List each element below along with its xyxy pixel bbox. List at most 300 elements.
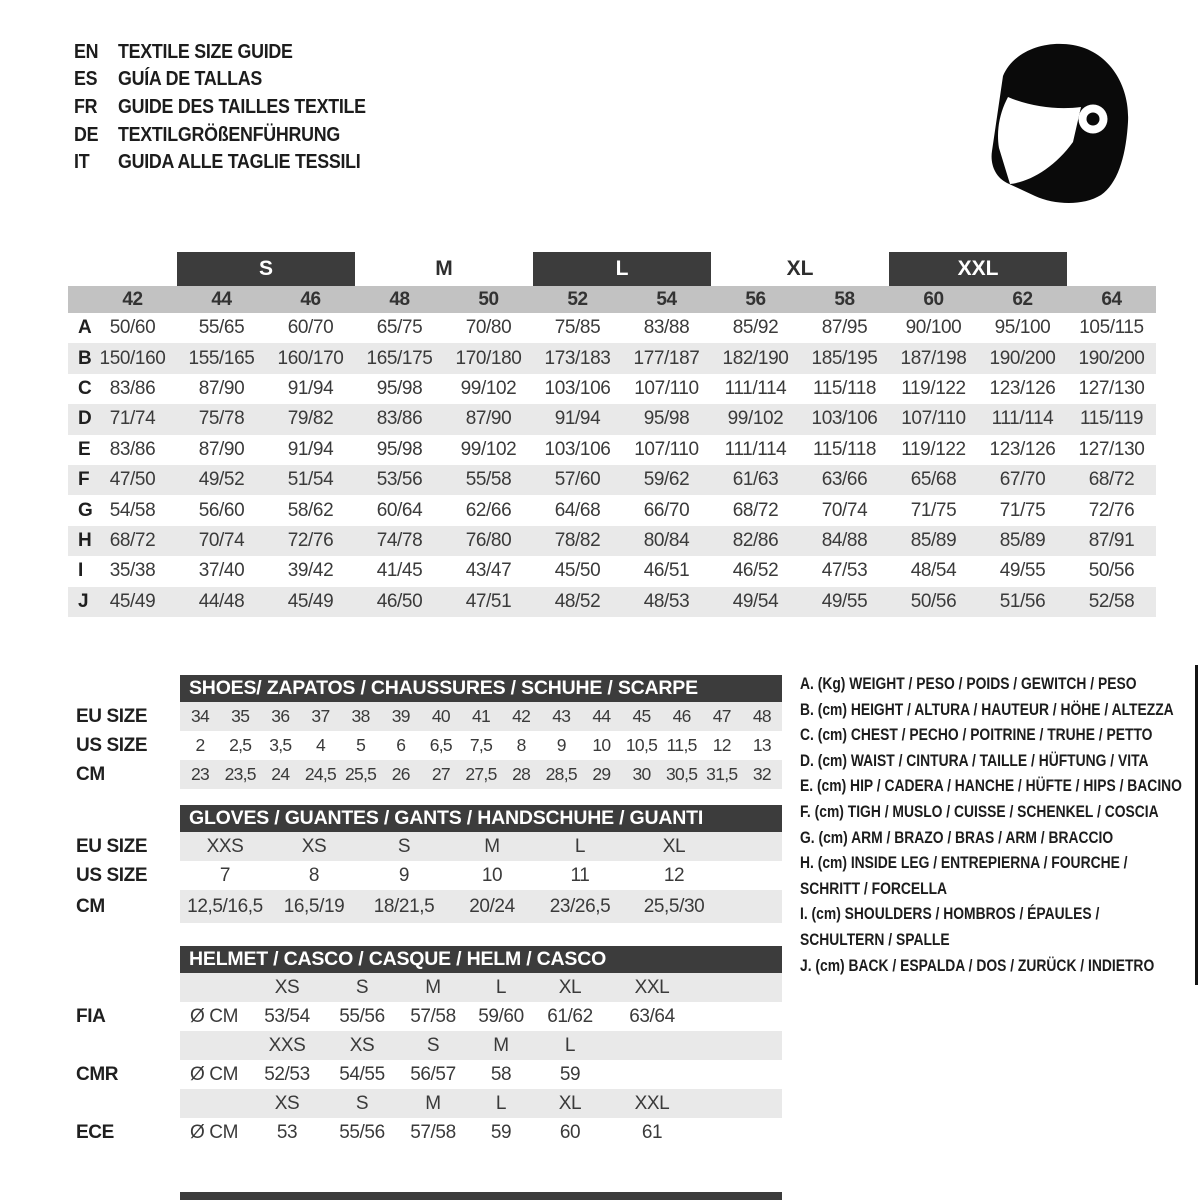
size-column-header: 42 — [122, 288, 143, 310]
size-column-header: 58 — [834, 288, 855, 310]
size-cell: 70/80 — [465, 317, 512, 339]
value-cell: 12 — [663, 864, 685, 886]
size-cell: 85/92 — [732, 317, 779, 339]
size-cell: 119/122 — [901, 438, 966, 460]
value-cell — [606, 1060, 698, 1089]
size-cell: 103/106 — [544, 438, 611, 460]
size-cell: 87/90 — [198, 377, 245, 399]
value-cell — [606, 1031, 698, 1060]
language-item — [74, 38, 403, 66]
size-row-f — [68, 465, 1156, 495]
table-row — [68, 861, 782, 890]
legend-item — [800, 672, 1200, 698]
size-cell: 71/74 — [109, 408, 156, 430]
value-cell: M — [450, 832, 534, 861]
size-cell: 35/38 — [109, 560, 156, 582]
size-cell: 115/118 — [812, 438, 877, 460]
value-cell: 3,5 — [269, 735, 292, 755]
value-cell: 38 — [341, 702, 381, 731]
legend-item — [800, 800, 1200, 826]
size-cell: 85/89 — [910, 529, 957, 551]
size-cell: 54/58 — [109, 499, 156, 521]
size-cell: 95/98 — [376, 438, 423, 460]
value-cell: 24 — [260, 760, 300, 789]
row-letter: I — [78, 560, 83, 582]
table-title: SHOES/ ZAPATOS / CHAUSSURES / SCHUHE / SCARPE — [180, 675, 782, 702]
size-cell: 52/58 — [1088, 590, 1135, 612]
value-cell: 12,5/16,5 — [180, 890, 270, 923]
size-cell: 83/86 — [376, 408, 423, 430]
value-cell: XXS — [248, 1031, 326, 1060]
language-code: EN — [74, 39, 99, 63]
value-cell: S — [326, 973, 398, 1002]
spacer — [68, 286, 88, 313]
legend-line: SCHULTERN / SPALLE — [800, 930, 950, 949]
size-cell: 103/106 — [811, 408, 878, 430]
value-cell: 45 — [621, 702, 661, 731]
size-cell: 105/115 — [1079, 317, 1144, 339]
row-letter: B — [78, 347, 92, 369]
table-row — [68, 731, 782, 760]
language-code: ES — [74, 67, 98, 91]
value-cell: 2 — [195, 735, 205, 755]
size-band-xxl: XXL — [889, 252, 1067, 286]
value-cell: 36 — [260, 702, 300, 731]
value-cell — [180, 1031, 248, 1060]
value-cell: 61/62 — [547, 1005, 593, 1027]
language-title: GUIDA ALLE TAGLIE TESSILI — [118, 150, 361, 174]
size-column-header: 52 — [567, 288, 588, 310]
size-cell: 127/130 — [1078, 377, 1145, 399]
measurement-legend — [800, 672, 1200, 979]
value-cell: 26 — [381, 760, 421, 789]
value-cell — [180, 1089, 248, 1118]
page-edge-line — [1195, 665, 1198, 985]
size-cell: 55/58 — [465, 469, 512, 491]
size-cell: 67/70 — [999, 469, 1046, 491]
size-cell: 45/50 — [554, 560, 601, 582]
value-cell: 30,5 — [662, 760, 702, 789]
value-cell: 57/58 — [410, 1005, 456, 1027]
legend-line: A. (Kg) WEIGHT / PESO / POIDS / GEWITCH / PESO — [800, 675, 1137, 693]
value-cell: 57/58 — [410, 1121, 456, 1143]
legend-line: C. (cm) CHEST / PECHO / POITRINE / TRUHE / PETTO — [800, 726, 1153, 745]
gloves-size-table — [68, 805, 782, 923]
value-cell: Ø CM — [189, 1121, 238, 1143]
size-cell: 66/70 — [643, 499, 690, 521]
row-letter: A — [78, 317, 92, 339]
size-cell: 51/54 — [287, 469, 334, 491]
racing-helmet-icon — [983, 40, 1135, 210]
value-cell: 10 — [592, 735, 611, 755]
size-cell: 84/88 — [821, 529, 868, 551]
row-letter: C — [78, 377, 92, 399]
size-cell: 71/75 — [999, 499, 1046, 521]
cropped-section-band — [180, 1192, 782, 1200]
size-cell: 51/56 — [999, 590, 1046, 612]
size-cell: 44/48 — [198, 590, 245, 612]
value-cell: 6,5 — [429, 735, 452, 755]
size-cell: 45/49 — [109, 590, 156, 612]
value-cell — [698, 1089, 782, 1118]
value-cell: 8 — [308, 864, 320, 886]
size-column-header: 60 — [923, 288, 944, 310]
value-cell: 39 — [381, 702, 421, 731]
value-cell: 47 — [702, 702, 742, 731]
size-cell: 99/102 — [460, 377, 517, 399]
value-cell: 23/26,5 — [534, 890, 626, 923]
size-row-a — [68, 313, 1156, 343]
size-cell: 76/80 — [465, 529, 512, 551]
value-cell: 16,5/19 — [270, 890, 358, 923]
value-cell: 4 — [315, 735, 325, 755]
size-cell: 115/119 — [1079, 408, 1144, 430]
size-cell: 87/95 — [821, 317, 868, 339]
table-row — [68, 832, 782, 861]
size-cell: 48/54 — [910, 560, 957, 582]
size-cell: 177/187 — [633, 347, 700, 369]
size-band-row — [68, 252, 1156, 286]
table-title: GLOVES / GUANTES / GANTS / HANDSCHUHE / GUANTI — [180, 805, 782, 832]
value-cell: 35 — [220, 702, 260, 731]
value-cell: 24,5 — [300, 760, 340, 789]
size-cell: 62/66 — [465, 499, 512, 521]
row-label: ECE — [76, 1121, 114, 1143]
size-cell: 50/56 — [910, 590, 957, 612]
size-cell: 83/88 — [643, 317, 690, 339]
table-row — [68, 973, 782, 1002]
size-cell: 111/114 — [724, 377, 787, 399]
value-cell: 52/53 — [264, 1063, 310, 1085]
legend-line: E. (cm) HIP / CADERA / HANCHE / HÜFTE / HIPS / BACINO — [800, 777, 1182, 796]
size-cell: 107/110 — [901, 408, 966, 430]
size-cell: 65/68 — [910, 469, 957, 491]
size-cell: 155/165 — [188, 347, 255, 369]
size-column-header: 44 — [211, 288, 232, 310]
value-cell: 61 — [641, 1121, 663, 1143]
size-cell: 91/94 — [287, 438, 334, 460]
value-cell: 59 — [490, 1121, 512, 1143]
size-cell: 90/100 — [905, 317, 962, 339]
legend-line: G. (cm) ARM / BRAZO / BRAS / ARM / BRACCIO — [800, 828, 1114, 847]
value-cell — [722, 861, 782, 890]
size-cell: 68/72 — [1088, 469, 1135, 491]
size-cell: 49/54 — [732, 590, 779, 612]
size-cell: 185/195 — [811, 347, 878, 369]
value-cell: 29 — [581, 760, 621, 789]
value-cell — [698, 1002, 782, 1031]
row-letter: F — [78, 469, 90, 491]
size-cell: 47/50 — [109, 469, 156, 491]
size-cell: 46/51 — [643, 560, 690, 582]
value-cell: 59/60 — [478, 1005, 524, 1027]
size-cell: 170/180 — [455, 347, 522, 369]
size-cell: 123/126 — [989, 438, 1056, 460]
value-cell — [698, 1060, 782, 1089]
value-cell: S — [358, 832, 450, 861]
size-cell: 173/183 — [544, 347, 611, 369]
value-cell: 53/54 — [264, 1005, 310, 1027]
table-title: HELMET / CASCO / CASQUE / HELM / CASCO — [180, 946, 782, 973]
table-header-row — [68, 675, 782, 702]
value-cell: 32 — [742, 760, 782, 789]
size-column-header: 46 — [300, 288, 321, 310]
size-row-h — [68, 526, 1156, 556]
size-cell: 99/102 — [460, 438, 517, 460]
value-cell: 42 — [501, 702, 541, 731]
legend-line: I. (cm) SHOULDERS / HOMBROS / ÉPAULES / — [800, 905, 1100, 924]
size-cell: 115/118 — [812, 377, 877, 399]
size-column-header: 48 — [389, 288, 410, 310]
value-cell: S — [326, 1089, 398, 1118]
row-label: CMR — [76, 1063, 119, 1085]
legend-line: J. (cm) BACK / ESPALDA / DOS / ZURÜCK / INDIETRO — [800, 956, 1155, 975]
size-cell: 60/64 — [376, 499, 423, 521]
table-row — [68, 890, 782, 923]
language-code: IT — [74, 150, 90, 174]
language-item — [74, 66, 403, 94]
value-cell: 25,5 — [341, 760, 381, 789]
legend-line: B. (cm) HEIGHT / ALTURA / HAUTEUR / HÖHE / ALTEZZA — [800, 700, 1174, 719]
size-cell: 49/55 — [821, 590, 868, 612]
value-cell: 41 — [461, 702, 501, 731]
size-cell: 87/91 — [1088, 529, 1135, 551]
value-cell — [180, 973, 248, 1002]
value-cell: XS — [248, 973, 326, 1002]
legend-item — [800, 723, 1200, 749]
size-cell: 68/72 — [732, 499, 779, 521]
value-cell: XS — [248, 1089, 326, 1118]
size-band-l: L — [533, 252, 711, 286]
size-cell: 39/42 — [287, 560, 334, 582]
row-letter: E — [78, 438, 91, 460]
size-cell: 53/56 — [376, 469, 423, 491]
value-cell: 48 — [742, 702, 782, 731]
size-row-e — [68, 435, 1156, 465]
row-letter: G — [78, 499, 93, 521]
language-code: FR — [74, 94, 98, 118]
textile-size-table — [68, 252, 1156, 617]
size-cell: 72/76 — [287, 529, 334, 551]
legend-item — [800, 774, 1200, 800]
value-cell: 56/57 — [410, 1063, 456, 1085]
table-row — [68, 1060, 782, 1089]
value-cell: 53 — [276, 1121, 298, 1143]
value-cell: 27 — [421, 760, 461, 789]
size-column-header: 62 — [1012, 288, 1033, 310]
size-band-s: S — [177, 252, 355, 286]
size-cell: 190/200 — [989, 347, 1056, 369]
value-cell: XS — [326, 1031, 398, 1060]
size-cell: 165/175 — [366, 347, 433, 369]
legend-item — [800, 749, 1200, 775]
row-label — [68, 1089, 180, 1118]
value-cell: L — [534, 1031, 606, 1060]
language-title: TEXTILGRÖßENFÜHRUNG — [118, 122, 340, 146]
value-cell: 13 — [752, 735, 771, 755]
size-cell: 123/126 — [989, 377, 1056, 399]
size-cell: 187/198 — [900, 347, 967, 369]
value-cell: 37 — [300, 702, 340, 731]
value-cell: XL — [534, 1089, 606, 1118]
size-cell: 64/68 — [554, 499, 601, 521]
size-cell: 160/170 — [277, 347, 344, 369]
value-cell: 25,5/30 — [626, 890, 722, 923]
table-row — [68, 1118, 782, 1147]
value-cell: M — [398, 1089, 468, 1118]
row-label: US SIZE — [76, 864, 148, 886]
value-cell: 63/64 — [629, 1005, 675, 1027]
size-cell: 50/56 — [1088, 560, 1135, 582]
helmet-size-table — [68, 946, 782, 1147]
value-cell — [722, 832, 782, 861]
value-cell: L — [534, 832, 626, 861]
row-label: EU SIZE — [76, 705, 148, 727]
row-label — [68, 973, 180, 1002]
size-cell: 95/100 — [994, 317, 1051, 339]
size-cell: 50/60 — [109, 317, 156, 339]
size-cell: 127/130 — [1078, 438, 1145, 460]
size-cell: 75/78 — [198, 408, 245, 430]
language-title: GUÍA DE TALLAS — [118, 67, 262, 91]
table-row — [68, 702, 782, 731]
value-cell: 7,5 — [469, 735, 493, 755]
size-cell: 48/53 — [643, 590, 690, 612]
size-band-xl: XL — [786, 257, 814, 280]
value-cell: XS — [270, 832, 358, 861]
value-cell: 10 — [481, 864, 503, 886]
row-label: US SIZE — [76, 734, 148, 756]
value-cell: 43 — [541, 702, 581, 731]
size-cell: 91/94 — [554, 408, 601, 430]
size-cell: 49/52 — [198, 469, 245, 491]
size-band-m: M — [435, 257, 453, 280]
row-letter: D — [78, 408, 92, 430]
language-code: DE — [74, 122, 99, 146]
size-cell: 60/70 — [287, 317, 334, 339]
size-cell: 95/98 — [643, 408, 690, 430]
size-cell: 56/60 — [198, 499, 245, 521]
shoes-size-table — [68, 675, 782, 789]
value-cell: 6 — [396, 735, 406, 755]
value-cell — [698, 973, 782, 1002]
language-item — [74, 148, 403, 176]
value-cell: XXL — [606, 1089, 698, 1118]
size-cell: 182/190 — [722, 347, 789, 369]
value-cell: 23 — [180, 760, 220, 789]
size-cell: 111/114 — [724, 438, 787, 460]
value-cell: 8 — [516, 735, 526, 755]
size-cell: 190/200 — [1078, 347, 1145, 369]
size-column-header: 50 — [478, 288, 499, 310]
size-column-header: 56 — [745, 288, 766, 310]
legend-item — [800, 954, 1200, 980]
size-cell: 58/62 — [287, 499, 334, 521]
language-list — [74, 38, 403, 176]
size-cell: 71/75 — [910, 499, 957, 521]
size-cell: 95/98 — [376, 377, 423, 399]
size-cell: 61/63 — [732, 469, 779, 491]
size-cell: 78/82 — [554, 529, 601, 551]
value-cell: M — [468, 1031, 534, 1060]
size-row-d — [68, 404, 1156, 434]
table-row — [68, 1031, 782, 1060]
value-cell: 30 — [621, 760, 661, 789]
size-cell: 55/65 — [198, 317, 245, 339]
value-cell: 44 — [581, 702, 621, 731]
value-cell: 60 — [559, 1121, 581, 1143]
spacer — [68, 252, 88, 286]
value-cell: L — [468, 973, 534, 1002]
value-cell: 46 — [662, 702, 702, 731]
value-cell — [722, 890, 782, 923]
size-cell: 83/86 — [109, 438, 156, 460]
size-row-j — [68, 587, 1156, 617]
size-row-c — [68, 374, 1156, 404]
size-cell: 47/51 — [465, 590, 512, 612]
value-cell: 58 — [490, 1063, 512, 1085]
language-title: GUIDE DES TAILLES TEXTILE — [118, 94, 366, 118]
size-cell: 37/40 — [198, 560, 245, 582]
size-cell: 107/110 — [634, 377, 699, 399]
size-cell: 75/85 — [554, 317, 601, 339]
size-cell: 47/53 — [821, 560, 868, 582]
size-column-header-row — [68, 286, 1156, 313]
size-cell: 68/72 — [109, 529, 156, 551]
table-row — [68, 1089, 782, 1118]
legend-item — [800, 698, 1200, 724]
language-item — [74, 93, 403, 121]
value-cell: Ø CM — [189, 1063, 238, 1085]
value-cell: 9 — [398, 864, 410, 886]
size-cell: 85/89 — [999, 529, 1046, 551]
row-letter: J — [78, 590, 89, 612]
size-cell: 111/114 — [991, 408, 1054, 430]
value-cell: XXL — [606, 973, 698, 1002]
value-cell: Ø CM — [189, 1005, 238, 1027]
legend-line: D. (cm) WAIST / CINTURA / TAILLE / HÜFTUNG / VITA — [800, 751, 1149, 770]
size-cell: 87/90 — [465, 408, 512, 430]
legend-line: H. (cm) INSIDE LEG / ENTREPIERNA / FOURCHE / — [800, 854, 1128, 873]
legend-line: F. (cm) TIGH / MUSLO / CUISSE / SCHENKEL / COSCIA — [800, 802, 1159, 821]
table-header-row — [68, 805, 782, 832]
size-cell: 79/82 — [287, 408, 334, 430]
size-cell: 48/52 — [554, 590, 601, 612]
size-cell: 87/90 — [198, 438, 245, 460]
value-cell: 54/55 — [339, 1063, 385, 1085]
row-label: CM — [76, 895, 105, 917]
size-column-header: 54 — [656, 288, 677, 310]
value-cell: 55/56 — [339, 1121, 385, 1143]
value-cell: 11 — [570, 864, 590, 886]
language-item — [74, 121, 403, 149]
size-cell: 83/86 — [109, 377, 156, 399]
size-cell: 63/66 — [821, 469, 868, 491]
size-cell: 99/102 — [727, 408, 784, 430]
table-header-row — [68, 946, 782, 973]
size-cell: 72/76 — [1088, 499, 1135, 521]
table-row — [68, 760, 782, 789]
value-cell: 10,5 — [625, 735, 658, 755]
size-cell: 41/45 — [376, 560, 423, 582]
size-row-g — [68, 495, 1156, 525]
size-cell: 45/49 — [287, 590, 334, 612]
size-cell: 103/106 — [544, 377, 611, 399]
size-cell: 107/110 — [634, 438, 699, 460]
legend-item — [800, 826, 1200, 852]
size-cell: 82/86 — [732, 529, 779, 551]
value-cell — [698, 1031, 782, 1060]
